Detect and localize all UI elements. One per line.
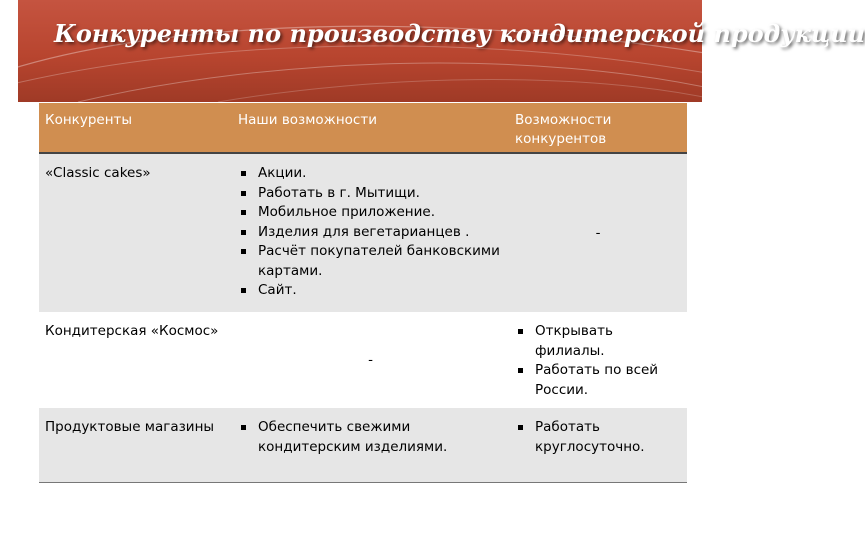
table-row xyxy=(39,408,687,483)
our-opportunities: - xyxy=(368,352,373,369)
competitor-opportunities xyxy=(509,312,687,408)
competitor-name: Продуктовые магазины xyxy=(39,408,232,483)
list-item: Работать в г. Мытищи. xyxy=(258,184,503,204)
list-item: Работать круглосуточно. xyxy=(535,418,681,457)
competitor-opportunities xyxy=(509,408,687,483)
slide-title: Конкуренты по производству кондитерской продукции xyxy=(54,19,865,48)
competitor-name: Кондитерская «Космос» xyxy=(45,323,219,339)
decorative-swirl-lines xyxy=(18,0,702,102)
competitor-name: «Classic cakes» xyxy=(39,153,232,312)
table-header-row xyxy=(39,103,687,153)
our-opportunities xyxy=(232,408,509,483)
list-item: Мобильное приложение. xyxy=(258,203,503,223)
list-item: Изделия для вегетарианцев . xyxy=(258,223,503,243)
header-competitor-opportunities: Возможности конкурентов xyxy=(509,103,687,153)
table-row xyxy=(39,153,687,312)
our-opportunities xyxy=(232,153,509,312)
competitors-table xyxy=(39,103,687,483)
list-item: Сайт. xyxy=(258,281,503,301)
competitor-opportunities: - xyxy=(509,153,687,312)
list-item: Расчёт покупателей банковскими картами. xyxy=(258,242,503,281)
table-row xyxy=(39,312,687,408)
list-item: Акции. xyxy=(258,164,503,184)
title-banner xyxy=(18,0,865,102)
header-our-opportunities: Наши возможности xyxy=(232,103,509,153)
list-item: Открывать филиалы. xyxy=(535,322,681,361)
list-item: Работать по всей России. xyxy=(535,361,681,400)
list-item: Обеспечить свежими кондитерским изделиями. xyxy=(258,418,503,457)
header-competitors: Конкуренты xyxy=(39,103,232,153)
